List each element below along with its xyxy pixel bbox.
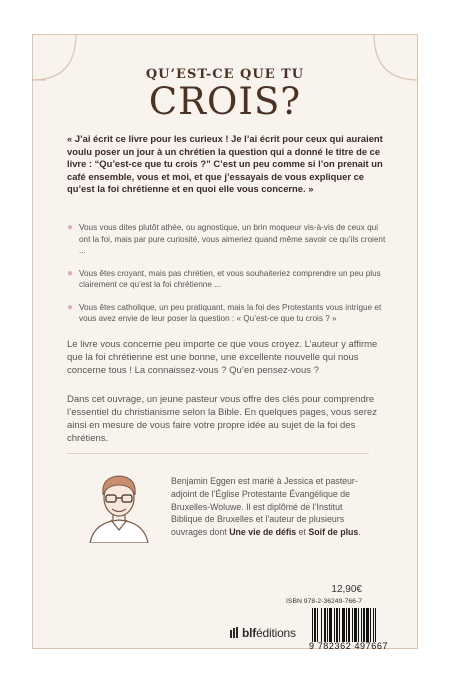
divider [67,453,369,454]
price: 12,90€ [331,584,362,595]
list-item: ● Vous êtes croyant, mais pas chrétien, et vous souhaiteriez comprendre un peu plus clairement ce qu’est la foi chrétienne ... [67,267,381,289]
barcode-number: 9 782362 497667 [309,641,389,651]
publisher-mark-icon [230,627,240,638]
book-title-2: Soif de plus [308,527,359,538]
author-bio: Benjamin Eggen est marié à Jessica et pasteur-adjoint de l’Église Protestante Évangélique de Bruxelles-Woluwe. Il est diplômé de l’Institut Biblique de Bruxelles et l’auteur de plusieurs ouvrages dont Une vie de défis et Soif de plus. [171,476,361,538]
publisher-logo: blféditions [230,626,296,640]
book-title-line1: QU’EST-CE QUE TU [145,67,305,82]
barcode [310,608,400,642]
book-title-line2: CROIS? [148,80,302,123]
bullet-icon: ● [67,301,74,313]
body-paragraph-1: Le livre vous concerne peu importe ce que vous croyez. L’auteur y affirme que la foi chrétienne est une bonne, une excellente nouvelle qui nous concerne tous ! La connaissez-vous ? Qu’en pensez-vous ? [67,339,378,376]
book-title-1: Une vie de défis [229,527,297,538]
bullet-icon: ● [67,222,74,233]
author-portrait [84,468,154,543]
author-quote: « J’ai écrit ce livre pour les curieux ! Je l’ai écrit pour ceux qui auraient voulu poser un jour à un chrétien la question qui a donné le titre de ce livre : “Qu’est-ce que tu crois ?” C’est un peu comme si l’on prenait un café ensemble, vous et moi, et que j’essayais de vous expliquer ce qu’est la foi chrétienne et en quoi elle vous concerne. » [67,133,383,195]
list-item: ● Vous vous dites plutôt athée, ou agnostique, un brin moqueur vis-à-vis de ceux qui ont la foi, mais par pure curiosité, vous aimeriez quand même savoir ce qu’ils croient ... [67,222,386,255]
bullet-icon: ● [67,267,74,279]
reader-profile-list [67,222,389,336]
isbn: ISBN 978-2-36249-766-7 [286,598,362,605]
list-item: ● Vous êtes catholique, un peu pratiquant, mais la foi des Protestants vous intrigue et vous avez envie de leur poser la question : « Qu’est-ce que tu crois ? » [67,301,382,323]
body-paragraph-2: Dans cet ouvrage, un jeune pasteur vous offre des clés pour comprendre l’essentiel du christianisme selon la Bible. En quelques pages, vous serez ainsi en mesure de vous faire votre propre idée au sujet de la foi des chrétiens. [67,394,377,444]
